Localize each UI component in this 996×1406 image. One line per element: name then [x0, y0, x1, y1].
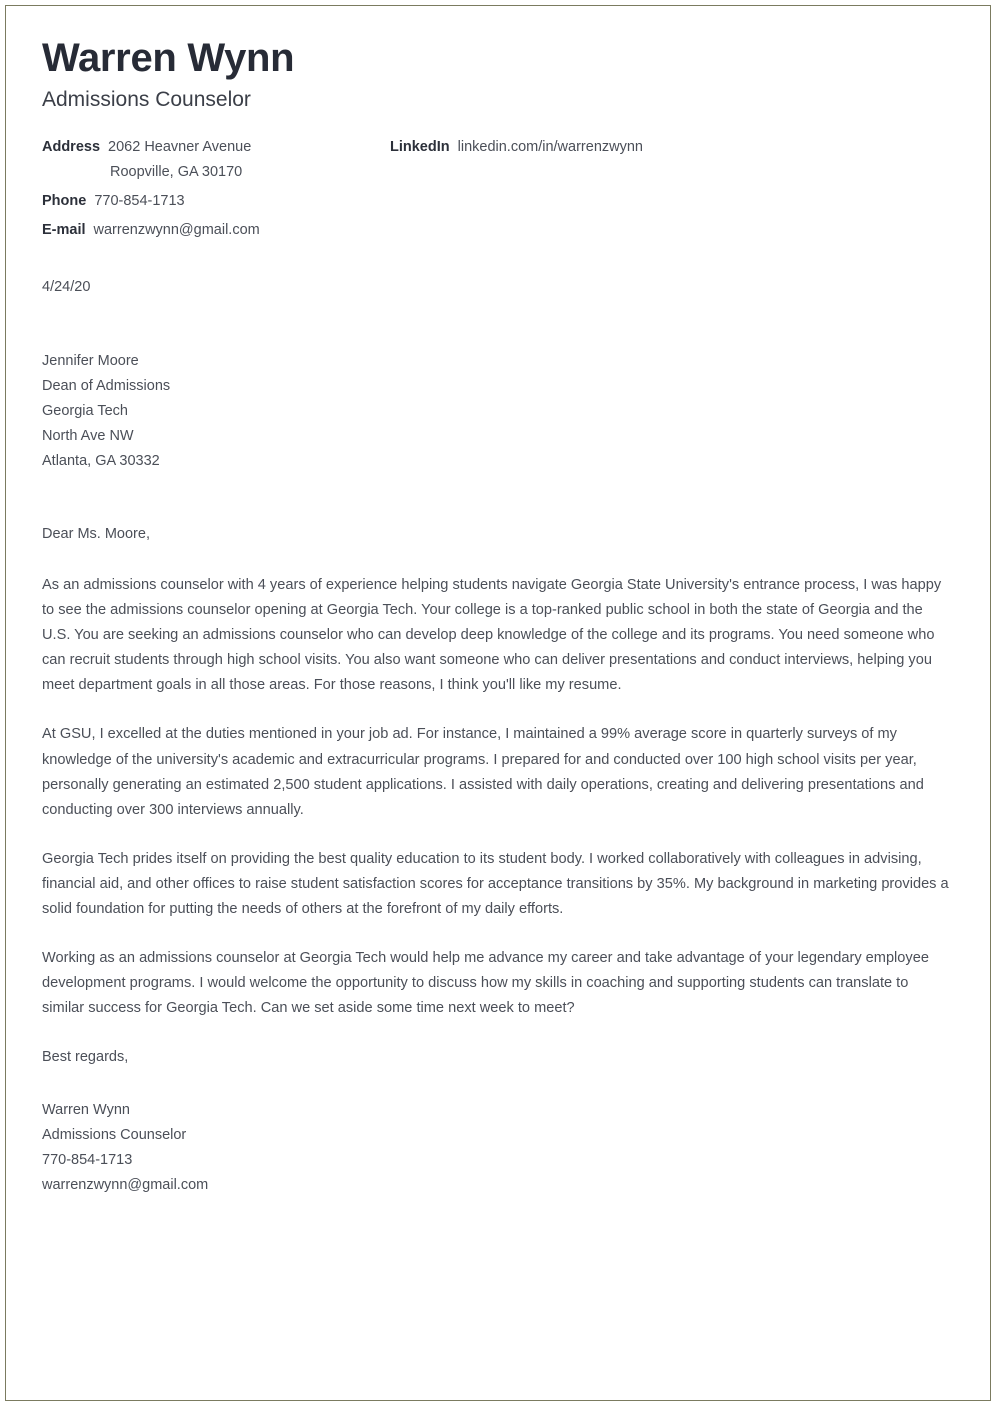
contact-row-address	[42, 138, 390, 156]
contact-value-email: warrenzwynn@gmail.com	[93, 222, 260, 239]
contact-row-phone	[42, 192, 390, 210]
contact-value-address: 2062 Heavner Avenue	[108, 138, 252, 155]
salutation: Dear Ms. Moore,	[42, 526, 150, 543]
contact-row-address-line2	[42, 163, 390, 181]
contact-block	[42, 138, 954, 251]
contact-column-left	[42, 138, 390, 251]
contact-label-email: E-mail	[42, 222, 86, 239]
letter-content	[42, 36, 954, 1198]
contact-row-email	[42, 221, 390, 239]
recipient-line: Georgia Tech	[42, 403, 128, 420]
recipient-line: Jennifer Moore	[42, 353, 139, 370]
contact-value-address-line2: Roopville, GA 30170	[110, 164, 243, 181]
signature-line: Admissions Counselor	[42, 1127, 187, 1144]
body-paragraph: At GSU, I excelled at the duties mentioned in your job ad. For instance, I maintained a 99% average score in quarterly surveys of my knowledge of the university's academic and extracurricular programs. I prepared for and conducted over 100 high school visits per year, personally generating an estimated 2,500 student applications. I assisted with daily operations, creating and delivering presentations and conducting over 300 interviews annually.	[42, 726, 924, 818]
signature-line: warrenzwynn@gmail.com	[42, 1177, 209, 1194]
contact-column-right	[390, 138, 954, 167]
body-paragraph: Georgia Tech prides itself on providing the best quality education to its student body. I worked collaboratively with colleagues in advising, financial aid, and other offices to raise student satisfaction scores for acceptance transitions by 35%. My background in marketing provides a solid foundation for putting the needs of others at the forefront of my daily efforts.	[42, 850, 949, 917]
contact-label-address: Address	[42, 138, 101, 155]
recipient-line: Dean of Admissions	[42, 378, 171, 395]
page-title: Warren Wynn	[42, 36, 295, 80]
contact-label-linkedin: LinkedIn	[390, 138, 450, 155]
signature-line: Warren Wynn	[42, 1102, 130, 1119]
job-title: Admissions Counselor	[42, 87, 251, 111]
contact-value-phone: 770-854-1713	[94, 193, 185, 210]
closing-line: Best regards,	[42, 1049, 129, 1066]
signature-block	[42, 1098, 954, 1198]
contact-label-phone: Phone	[42, 193, 87, 210]
letter-body	[42, 573, 954, 1021]
recipient-block	[42, 349, 954, 474]
contact-value-linkedin[interactable]: linkedin.com/in/warrenzwynn	[457, 138, 643, 155]
body-paragraph: Working as an admissions counselor at Georgia Tech would help me advance my career and take advantage of your legendary employee development programs. I would welcome the opportunity to discuss how my skills in coaching and supporting students can translate to similar success for Georgia Tech. Can we set aside some time next week to meet?	[42, 950, 929, 1017]
body-paragraph: As an admissions counselor with 4 years of experience helping students navigate Georgia State University's entrance process, I was happy to see the admissions counselor opening at Georgia Tech. Your college is a top-ranked public school in both the state of Georgia and the U.S. You are seeking an admissions counselor who can develop deep knowledge of the college and its programs. You need someone who can recruit students through high school visits. You also want someone who can deliver presentations and conduct interviews, helping you meet department goals in all those areas. For those reasons, I think you'll like my resume.	[42, 576, 942, 694]
letter-date: 4/24/20	[42, 279, 91, 296]
signature-line: 770-854-1713	[42, 1152, 133, 1169]
contact-row-linkedin	[390, 138, 954, 156]
recipient-line: Atlanta, GA 30332	[42, 453, 160, 470]
recipient-line: North Ave NW	[42, 428, 134, 445]
